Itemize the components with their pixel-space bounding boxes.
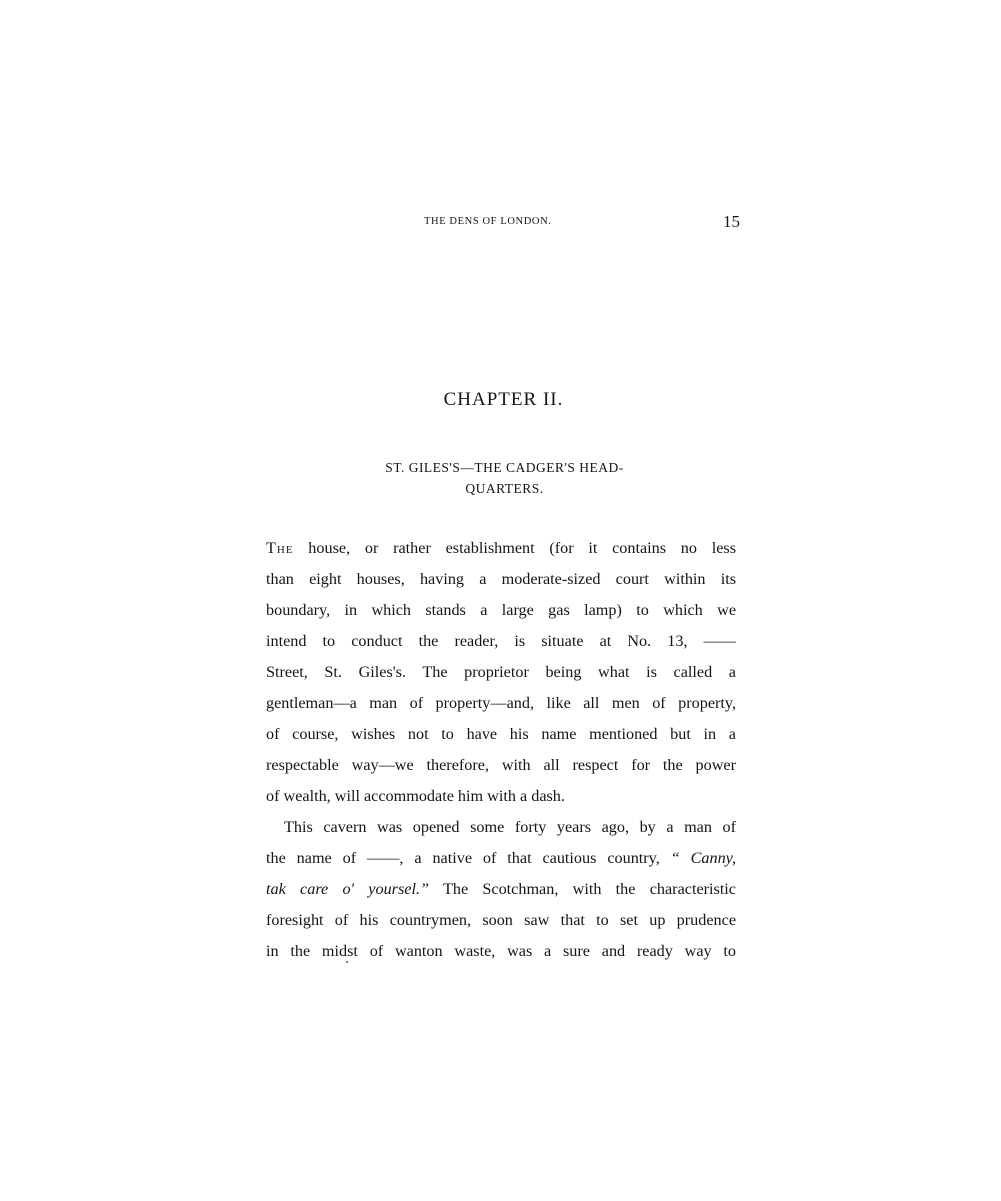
chapter-subtitle-line-2: QUARTERS. — [465, 481, 544, 496]
text-line: than eight houses, having a moderate-sized court within its — [266, 570, 736, 588]
text-line: of course, wishes not to have his name mentioned but in a — [266, 725, 736, 743]
body-text — [266, 533, 736, 967]
text-fragment: house, or rather establishment (for it contains no less — [293, 539, 736, 557]
paragraph-2 — [266, 812, 736, 967]
text-line: intend to conduct the reader, is situate at No. 13, —— — [266, 632, 736, 650]
running-title: THE DENS OF LONDON. — [424, 216, 552, 227]
text-fragment: The Scotchman, with the characteristic — [429, 880, 736, 898]
chapter-heading: CHAPTER II. — [443, 389, 564, 410]
running-head — [0, 212, 1001, 234]
text-line: of wealth, will accommodate him with a dash. — [266, 787, 565, 805]
page-number: 15 — [723, 212, 740, 231]
paragraph-1 — [266, 533, 736, 812]
text-line: in the midst of wanton waste, was a sure and ready way to — [266, 942, 736, 960]
text-line: respectable way—we therefore, with all respect for the power — [266, 756, 736, 774]
italic-quote: tak care o' yoursel.” — [266, 880, 429, 898]
chapter-subtitle — [0, 457, 1001, 499]
text-line — [266, 533, 736, 564]
text-line: Street, St. Giles's. The proprietor being what is called a — [266, 663, 736, 681]
text-line: boundary, in which stands a large gas lamp) to which we — [266, 601, 736, 619]
text-line: This cavern was opened some forty years ago, by a man of — [284, 818, 736, 836]
text-line — [266, 874, 736, 905]
chapter-subtitle-line-1: ST. GILES'S—THE CADGER'S HEAD- — [385, 460, 624, 475]
text-fragment: the name of ——, a native of that cautious country, — [266, 849, 671, 867]
ink-speck — [346, 961, 348, 963]
text-line — [266, 843, 736, 874]
lead-word: The — [266, 539, 294, 557]
italic-quote: “ Canny, — [670, 849, 736, 867]
text-line: gentleman—a man of property—and, like all men of property, — [266, 694, 736, 712]
text-line: foresight of his countrymen, soon saw that to set up prudence — [266, 911, 736, 929]
